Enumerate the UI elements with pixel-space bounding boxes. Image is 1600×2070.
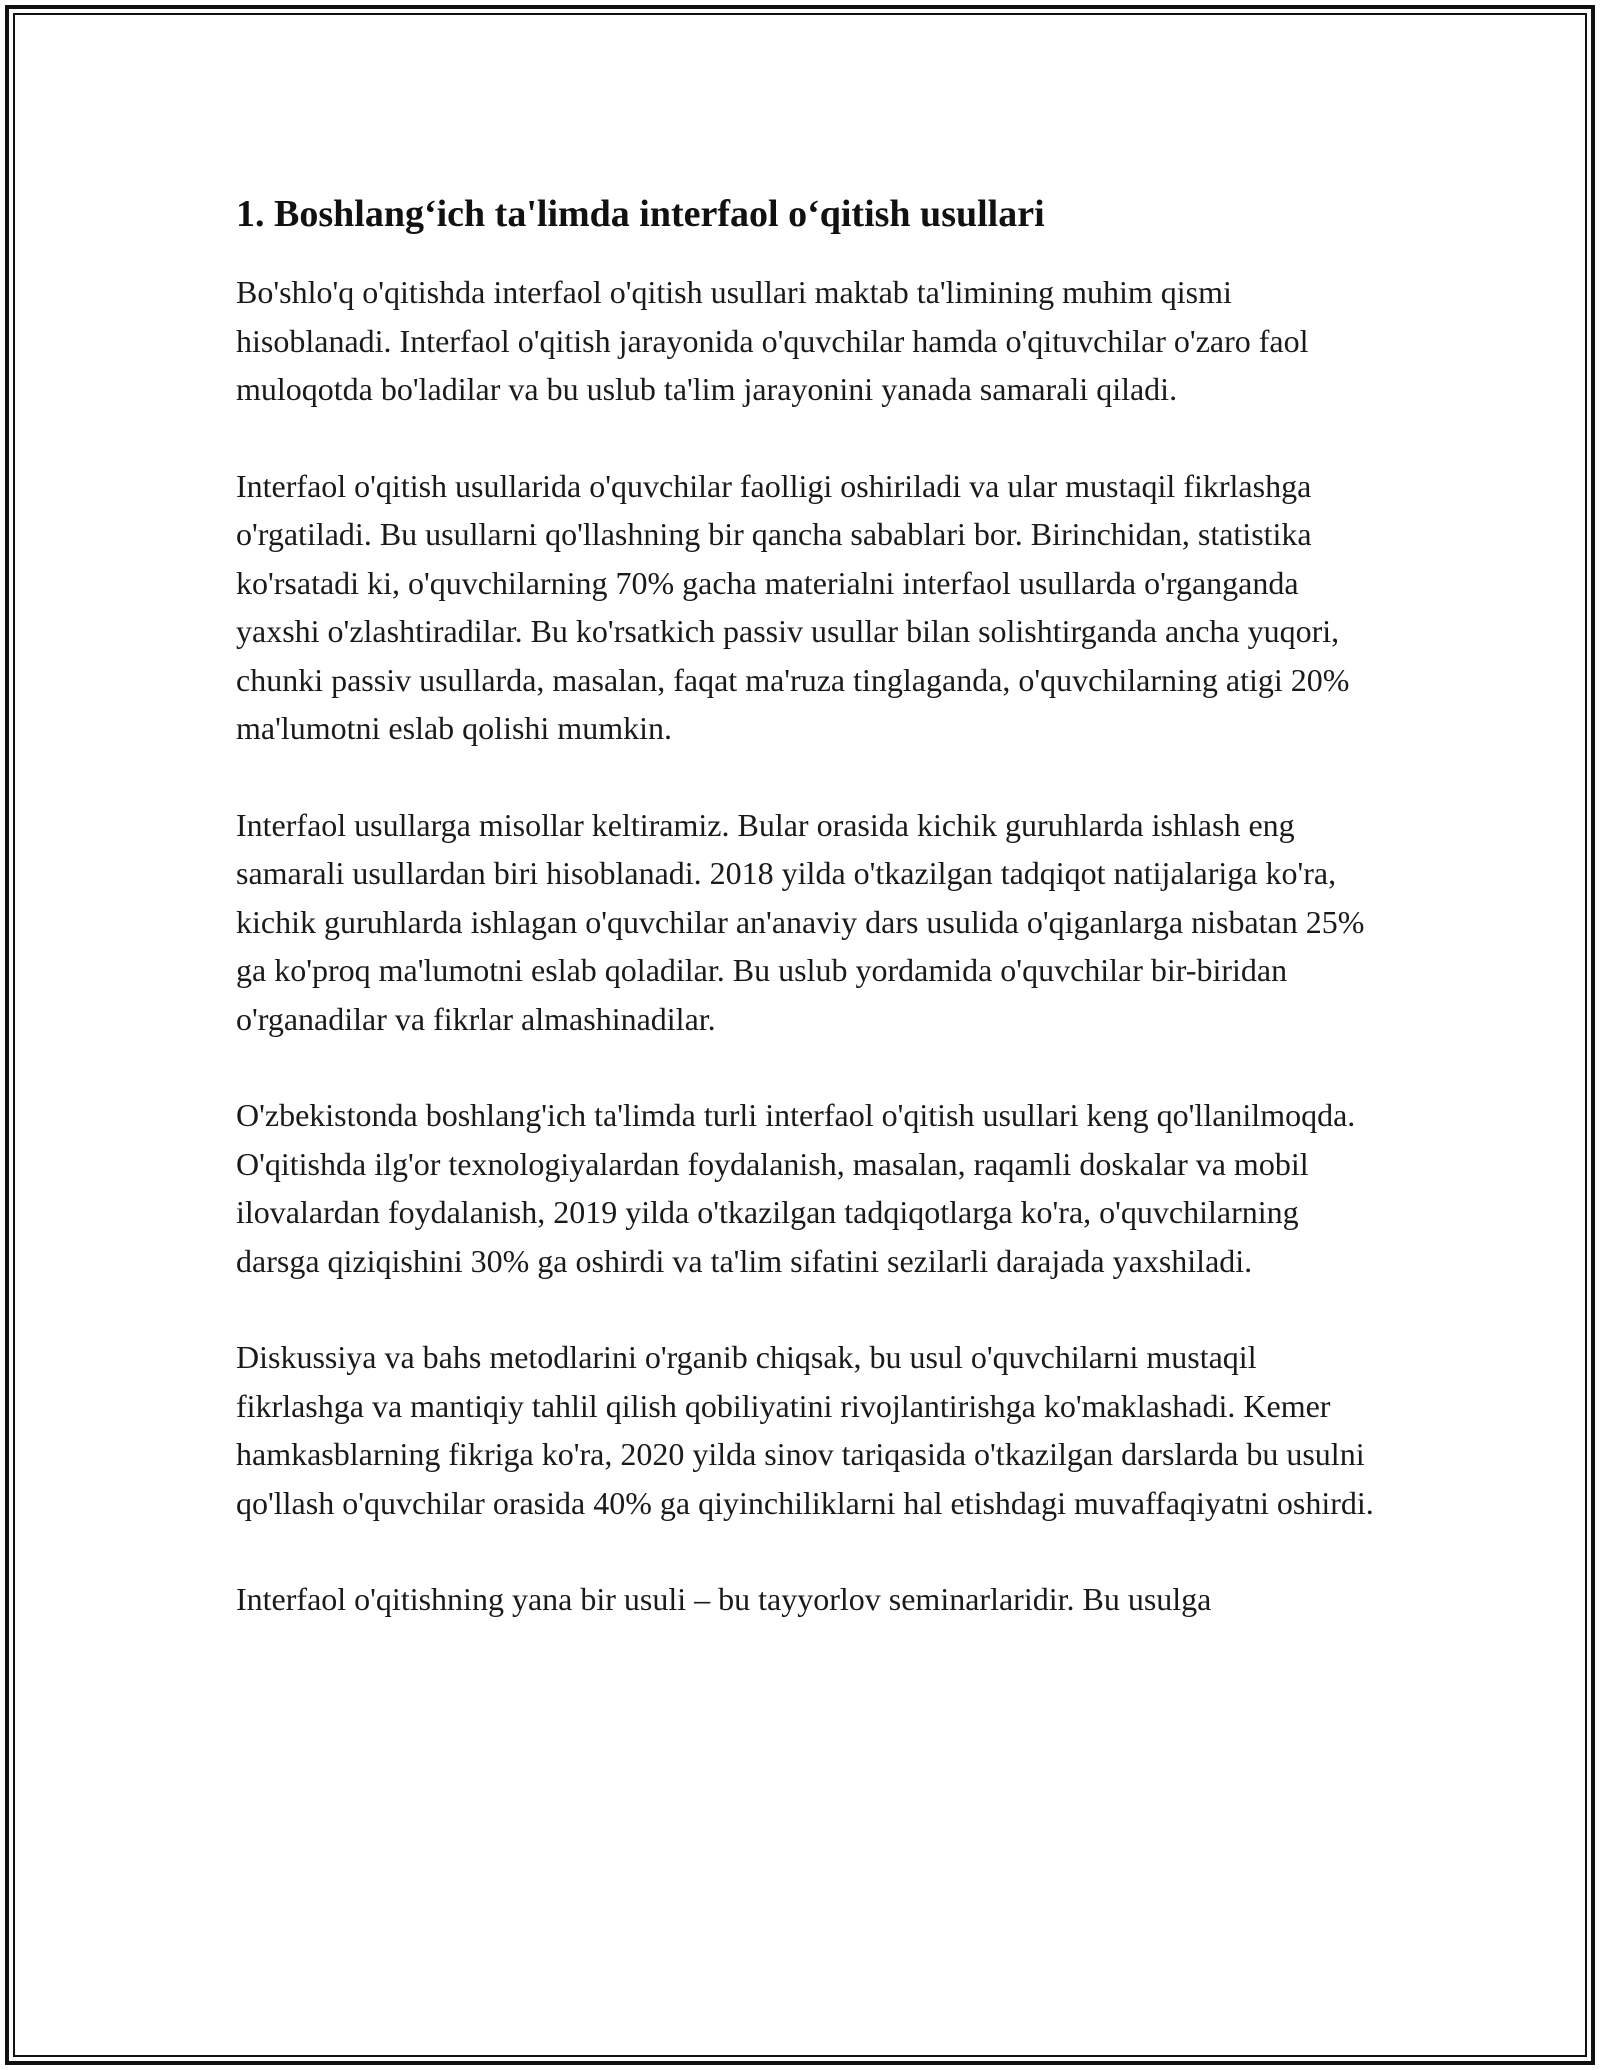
paragraph-uzbekistan: O'zbekistonda boshlang'ich ta'limda turli interfaol o'qitish usullari keng qo'llanilmoqda. O'qitishda ilg'or texnologiyalardan foydalanish, masalan, raqamli doskalar va mobil ilovalardan foydalanish, 2019 yilda o'tkazilgan tadqiqotlarga ko'ra, o'quvchilarning darsga qiziqishini 30% ga oshirdi va ta'lim sifatini sezilarli darajada yaxshiladi. bbox=[236, 1097, 1356, 1279]
paragraph-seminars: Interfaol o'qitishning yana bir usuli – bu tayyorlov seminarlaridir. Bu usulga bbox=[236, 1581, 1212, 1617]
document-body bbox=[236, 186, 1376, 1672]
paragraph-group-work: Interfaol usullarga misollar keltiramiz. Bular orasida kichik guruhlarda ishlash eng samarali usullardan biri hisoblanadi. 2018 yilda o'tkazilgan tadqiqot natijalariga ko'ra, kichik guruhlarda ishlagan o'quvchilar an'anaviy dars usulida o'qiganlarga nisbatan 25% ga ko'proq ma'lumotni eslab qoladilar. Bu uslub yordamida o'quvchilar bir-biridan o'rganadilar va fikrlar almashinadilar. bbox=[236, 806, 1365, 1037]
section-heading: 1. Boshlang‘ich ta'limda interfaol o‘qitish usullari bbox=[236, 193, 1045, 235]
paragraph-intro: Bo'shlo'q o'qitishda interfaol o'qitish usullari maktab ta'limining muhim qismi hisoblanadi. Interfaol o'qitish jarayonida o'quvchilar hamda o'qituvchilar o'zaro faol muloqotda bo'ladilar va bu uslub ta'lim jarayonini yanada samarali qiladi. bbox=[236, 274, 1309, 407]
paragraph-discussion: Diskussiya va bahs metodlarini o'rganib chiqsak, bu usul o'quvchilarni mustaqil fikrlashga va mantiqiy tahlil qilish qobiliyatini rivojlantirishga ko'maklashadi. Kemer hamkasblarning fikriga ko'ra, 2020 yilda sinov tariqasida o'tkazilgan darslarda bu usulni qo'llash o'quvchilar orasida 40% ga qiyinchiliklarni hal etishdagi muvaffaqiyatni oshirdi. bbox=[236, 1339, 1374, 1521]
paragraph-statistics: Interfaol o'qitish usullarida o'quvchilar faolligi oshiriladi va ular mustaqil fikrlashga o'rgatiladi. Bu usullarni qo'llashning bir qancha sabablari bor. Birinchidan, statistika ko'rsatadi ki, o'quvchilarning 70% gacha materialni interfaol usullarda o'rganganda yaxshi o'zlashtiradilar. Bu ko'rsatkich passiv usullar bilan solishtirganda ancha yuqori, chunki passiv usullarda, masalan, faqat ma'ruza tinglaganda, o'quvchilarning atigi 20% ma'lumotni eslab qolishi mumkin. bbox=[236, 467, 1350, 746]
